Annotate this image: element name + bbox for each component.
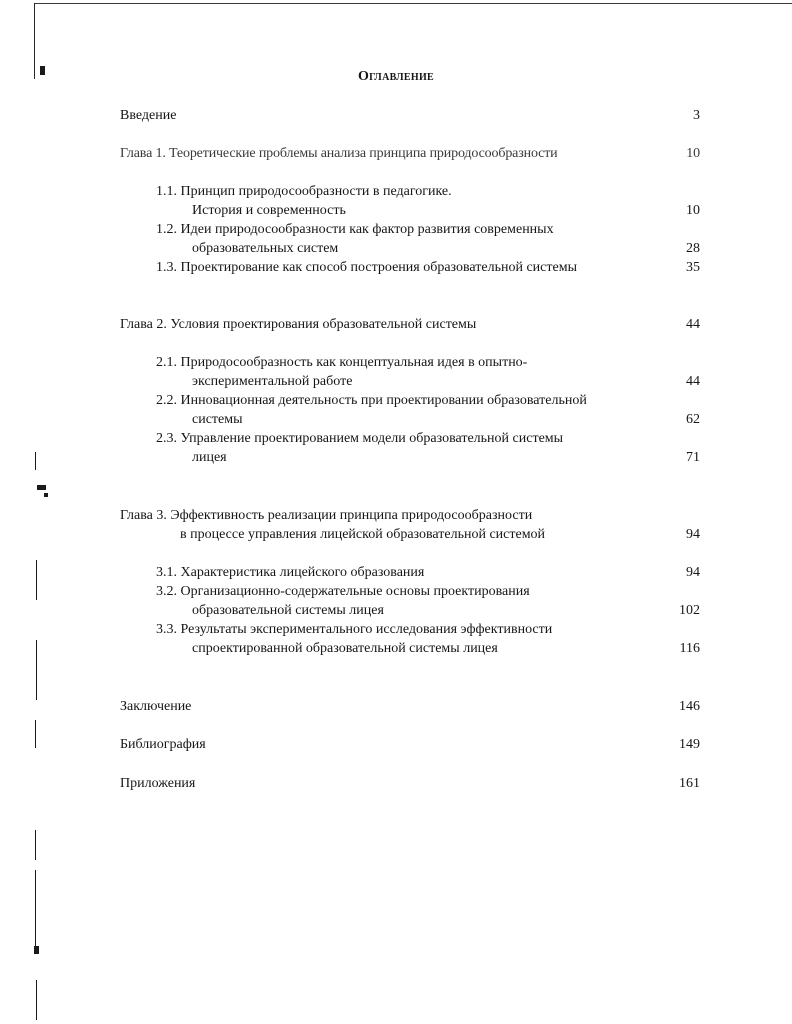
scan-top-rule (34, 3, 792, 4)
scan-left-rule (34, 3, 35, 79)
toc-entry (120, 697, 700, 716)
toc-section-cont (120, 201, 700, 220)
toc-entry-title: 3.2. Организационно-содержательные основы проектирования (156, 584, 530, 599)
toc-page-number: 35 (686, 260, 700, 275)
toc-section (120, 391, 700, 410)
scan-speck (35, 870, 36, 950)
toc-section (120, 258, 700, 277)
toc-entry (120, 774, 700, 793)
toc-page-number: 28 (686, 241, 700, 256)
toc-section (120, 563, 700, 582)
toc-section-cont (120, 601, 700, 620)
toc-page-number: 10 (686, 146, 700, 161)
toc-entry-title: Глава 1. Теоретические проблемы анализа принципа природосообразности (120, 146, 558, 161)
toc-entry-title-cont: образовательной системы лицея (192, 603, 384, 618)
scan-speck (35, 452, 36, 470)
toc-entry-title: 2.3. Управление проектированием модели образовательной системы (156, 431, 564, 446)
toc-section (120, 220, 700, 239)
toc-entry-title: Глава 2. Условия проектирования образовательной системы (120, 317, 477, 332)
toc-page-number: 62 (686, 412, 700, 427)
toc-page-number: 3 (693, 108, 700, 123)
toc-entry-title-cont: экспериментальной работе (192, 374, 353, 389)
toc-entry-title: 3.1. Характеристика лицейского образования (156, 565, 425, 580)
toc-entry-title-cont: История и современность (192, 203, 346, 218)
toc-page-number: 94 (686, 527, 700, 542)
toc-entry-title: Приложения (120, 776, 196, 791)
toc-page-number: 116 (679, 641, 700, 656)
toc-entry-title: 2.1. Природосообразность как концептуальная идея в опытно- (156, 355, 528, 370)
toc-entry-title: 1.2. Идеи природосообразности как фактор развития современных (156, 222, 554, 237)
toc-section-cont (120, 372, 700, 391)
scan-speck (36, 980, 37, 1020)
toc-entry-title: 1.3. Проектирование как способ построения образовательной системы (156, 260, 577, 275)
toc-section-cont (120, 410, 700, 429)
scan-speck (36, 560, 37, 600)
toc-page-number: 71 (686, 450, 700, 465)
scan-speck (34, 946, 39, 954)
scan-speck (36, 640, 37, 700)
toc-entry-title-cont: спроектированной образовательной системы лицея (192, 641, 498, 656)
toc-entry-title: 2.2. Инновационная деятельность при проектировании образовательной (156, 393, 587, 408)
toc-chapter (120, 144, 700, 163)
toc-page-number: 149 (679, 737, 700, 752)
toc-section-cont (120, 639, 700, 658)
toc-section-cont (120, 239, 700, 258)
toc-entry-title-cont: в процессе управления лицейской образовательной системой (180, 527, 546, 542)
toc-entry-title: Заключение (120, 699, 192, 714)
toc-entry-title: Глава 3. Эффективность реализации принципа природосообразности (120, 508, 533, 523)
toc-page-number: 44 (686, 317, 700, 332)
toc-page-number: 10 (686, 203, 700, 218)
scan-speck (35, 720, 36, 748)
toc-entry-title: 3.3. Результаты экспериментального исследования эффективности (156, 622, 553, 637)
toc-page-number: 161 (679, 776, 700, 791)
toc-section (120, 582, 700, 601)
toc-chapter (120, 506, 700, 525)
scan-speck (44, 493, 48, 497)
toc-section (120, 182, 700, 201)
toc-entry-title-cont: лицея (192, 450, 227, 465)
toc-page-number: 94 (686, 565, 700, 580)
toc-entry-title-cont: образовательных систем (192, 241, 339, 256)
toc-section (120, 620, 700, 639)
toc-entry-title-cont: системы (192, 412, 243, 427)
toc-page-number: 44 (686, 374, 700, 389)
toc-section (120, 429, 700, 448)
scan-speck (37, 485, 46, 490)
toc-chapter-cont (120, 525, 700, 544)
toc-entry-title: 1.1. Принцип природосообразности в педагогике. (156, 184, 452, 199)
scan-speck (35, 830, 36, 860)
toc-section (120, 353, 700, 372)
toc-entry-title: Библиография (120, 737, 206, 752)
page-title: Оглавление (357, 69, 435, 84)
toc-section-cont (120, 448, 700, 467)
toc-page-number: 102 (679, 603, 700, 618)
toc-entry (120, 735, 700, 754)
toc-page-number: 146 (679, 699, 700, 714)
toc-entry-title: Введение (120, 108, 177, 123)
toc-chapter (120, 315, 700, 334)
toc-entry (120, 106, 700, 125)
